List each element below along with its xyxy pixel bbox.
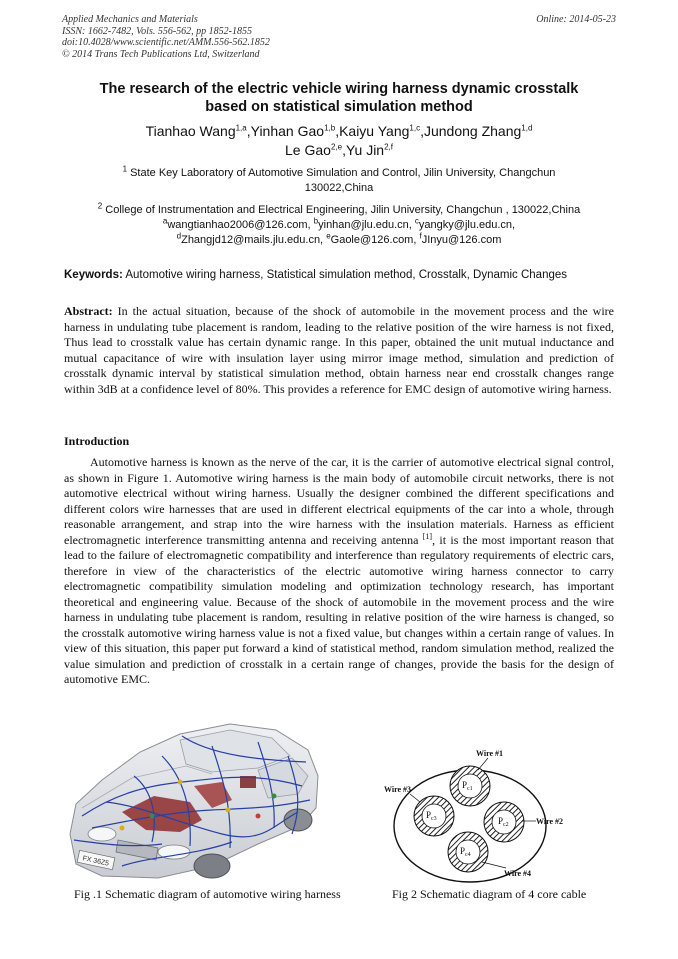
- email-sup: e: [326, 231, 331, 241]
- email-link[interactable]: Gaole@126.com,: [330, 234, 420, 246]
- figure-2-caption: Fig 2 Schematic diagram of 4 core cable: [392, 887, 587, 901]
- email-link[interactable]: yangky@jlu.edu.cn,: [418, 219, 516, 231]
- intro-text: , it is the most important reason that lead to the failure of electromagnetic compatibility and interference than regulatory requirements of electric cars, therefore in view of the characteristics of the electric automotive wiring harness connector to carry electromagnetic compatibility simulation modeling and optimization technology research, has important theoretical and engineering value. Because of the shock of automobile in the movement process and the wire harness in undulating tube placement is random, resulting in relative position of the wire harness is changed, so the crosstalk automotive wiring harness value is not a fixed value, but changes within a certain range of values. In view of this situation, this paper put forward a kind of statistical method, random simulation method, realized the value simulation and prediction of crosstalk in a certain range of changes, provide the basis for the design of automotive EMC.: [64, 532, 615, 686]
- cable-cross-section: [378, 744, 618, 884]
- affiliation-1: [62, 166, 616, 196]
- title-line-1: The research of the electric vehicle wiring harness dynamic crosstalk: [99, 81, 579, 97]
- author-list: [62, 122, 616, 160]
- license-plate-text: FX 36Z5: [81, 855, 110, 868]
- author-sup: 1,b: [324, 123, 336, 133]
- author-name: ,Yu Jin: [342, 142, 385, 158]
- author-name: ,Kaiyu Yang: [335, 123, 410, 139]
- issn-line: ISSN: 1662-7482, Vols. 556-562, pp 1852-1855: [62, 25, 252, 37]
- figure-1-caption: Fig .1 Schematic diagram of automotive wiring harness: [74, 887, 341, 901]
- email-link[interactable]: wangtianhao2006@126.com,: [167, 219, 314, 231]
- online-date: Online: 2014-05-23: [536, 14, 616, 25]
- core-label-4: $P_{c4}$: [460, 846, 471, 858]
- author-name: ,Jundong Zhang: [420, 123, 522, 139]
- paper-title: [62, 80, 616, 116]
- email-link[interactable]: yinhan@jlu.edu.cn,: [318, 219, 415, 231]
- wire-4-label: Wire #4: [504, 869, 532, 878]
- wire-2-label: Wire #2: [536, 817, 564, 826]
- abstract-label: Abstract:: [64, 304, 113, 318]
- journal-name: Applied Mechanics and Materials: [62, 14, 198, 25]
- figure-2-four-core-cable: [378, 744, 618, 884]
- email-sup: f: [419, 231, 422, 241]
- email-sup: b: [313, 216, 319, 226]
- introduction-heading: Introduction: [64, 434, 130, 448]
- author-name: ,Yinhan Gao: [246, 123, 325, 139]
- email-line-2: [62, 233, 616, 248]
- title-line-2: based on statistical simulation method: [205, 99, 473, 115]
- email-sup: c: [414, 216, 419, 226]
- email-link[interactable]: JInyu@126.com: [421, 234, 502, 246]
- keywords-text: Automotive wiring harness, Statistical simulation method, Crosstalk, Dynamic Changes: [122, 269, 568, 281]
- introduction-body: [64, 455, 614, 688]
- running-header: [62, 14, 616, 60]
- core-label-3: $P_{c3}$: [426, 810, 437, 822]
- author-sup: 1,a: [235, 123, 247, 133]
- email-sup: a: [162, 216, 168, 226]
- author-line-1: [62, 122, 616, 141]
- citation-ref[interactable]: [1]: [422, 531, 433, 541]
- doi-line: doi:10.4028/www.scientific.net/AMM.556-562.1852: [62, 37, 270, 48]
- email-link[interactable]: Zhangjd12@mails.jlu.edu.cn,: [181, 234, 327, 246]
- core-label-2: $P_{c2}$: [498, 816, 509, 828]
- intro-text: Automotive harness is known as the nerve of the car, it is the carrier of automotive electrical signal control, as shown in Figure 1. Automotive wiring harness is the main body of automobile circuit networks, there is not automotive electrical without wiring harness. Usually the designer combined the different specifications and different colors wire harnesses that are used in different electrical equipments of the car into a whole, through reasonable arrangement, and strap into the wire harness with the insulation materials. Harness as efficient electromagnetic interference transmitting antenna and receiving antenna: [64, 455, 614, 547]
- core-label-1: $P_{c1}$: [462, 780, 473, 792]
- copyright-line: © 2014 Trans Tech Publications Ltd, Switzerland: [62, 48, 260, 60]
- keywords-label: Keywords:: [64, 269, 123, 281]
- affiliation-2: [62, 203, 616, 248]
- car-illustration: [62, 716, 324, 884]
- email-line-1: [62, 218, 616, 233]
- abstract-text: In the actual situation, because of the shock of automobile in the movement process and the wire harness in undulating tube placement is random, leading to the relative position of the wire harness is not fixed, Thus lead to crosstalk value has certain dynamic range. In this paper, obtained the unit mutual inductance and mutual capacitance of wire with insulation layer using mirror image method, simulation and prediction of crosstalk dynamic interval by statistical simulation method, obtain harness near end crosstalk changes range within 3dB at a confidence level of 80%. This provides a reference for EMC design of automotive wiring harness.: [64, 304, 614, 396]
- wheel-front: [194, 854, 230, 878]
- author-name: Le Gao: [285, 142, 331, 158]
- headlight-left: [88, 827, 116, 841]
- figure-1-car-harness: [62, 716, 324, 884]
- abstract: [64, 304, 614, 398]
- wire-1-label: Wire #1: [476, 749, 504, 758]
- author-name: Tianhao Wang: [145, 123, 236, 139]
- affiliation-text-cont: 130022,China: [304, 182, 374, 194]
- author-line-2: [62, 141, 616, 160]
- author-sup: 1,d: [521, 123, 533, 133]
- author-sup: 2,e: [330, 142, 343, 152]
- keywords: [64, 268, 618, 283]
- affiliation-text: College of Instrumentation and Electrical Engineering, Jilin University, Changchun , 130022,China: [102, 204, 581, 216]
- author-sup: 2,f: [384, 142, 393, 152]
- wire-3-label: Wire #3: [384, 785, 412, 794]
- email-sup: d: [176, 231, 182, 241]
- affiliation-sup: 2: [97, 201, 103, 211]
- affiliation-text: State Key Laboratory of Automotive Simulation and Control, Jilin University, Changchun: [127, 167, 556, 179]
- author-sup: 1,c: [409, 123, 421, 133]
- affiliation-sup: 1: [122, 164, 128, 174]
